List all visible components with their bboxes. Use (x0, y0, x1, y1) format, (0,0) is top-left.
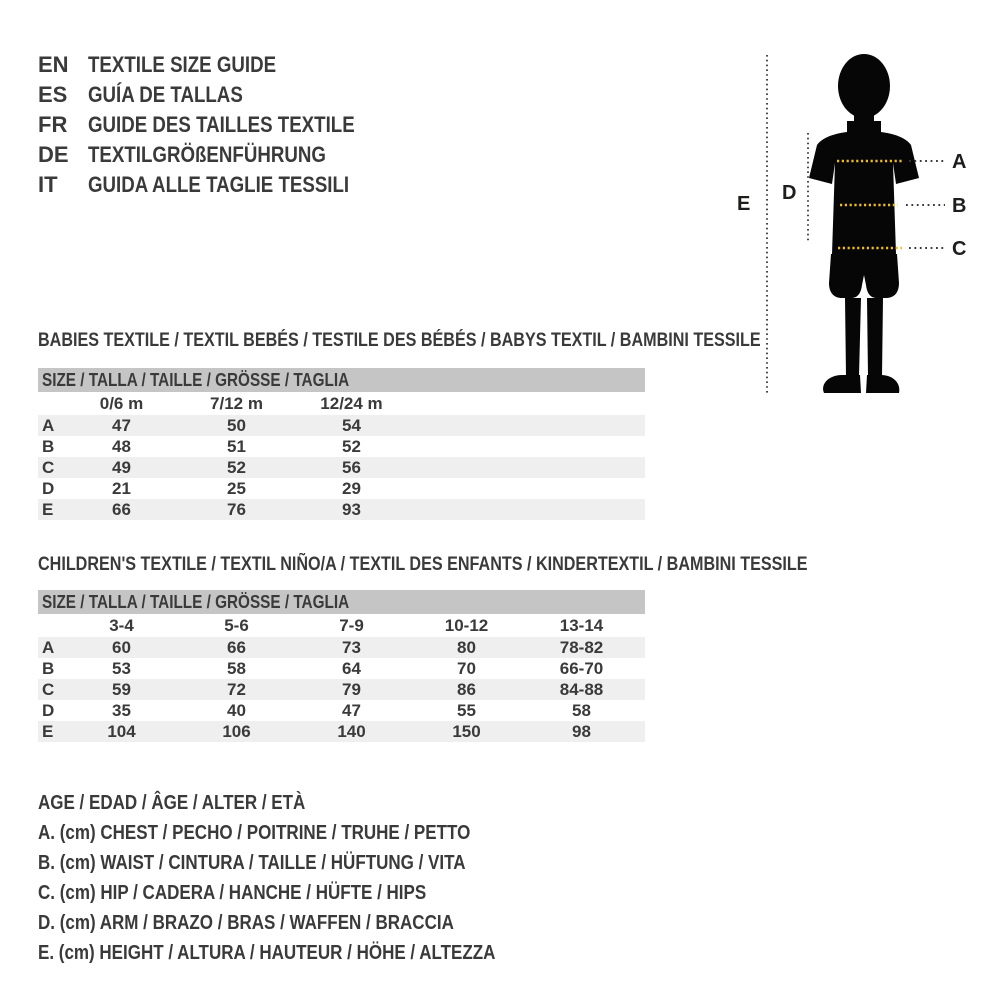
children-size-table (38, 590, 645, 742)
table-row (38, 658, 645, 679)
size-value-cell: 140 (337, 722, 366, 741)
size-value-cell: 35 (112, 701, 131, 720)
size-value-cell: 66 (112, 500, 131, 519)
size-value-cell: 64 (342, 659, 361, 678)
table-row (38, 721, 645, 742)
size-value-cell: 58 (572, 701, 591, 720)
language-row (38, 140, 402, 170)
language-code: FR (38, 112, 68, 137)
language-code: DE (38, 142, 69, 167)
size-value-cell: 66 (227, 638, 246, 657)
legend-text: A. (cm) CHEST / PECHO / POITRINE / TRUHE / PETTO (38, 822, 471, 844)
size-value-cell: 86 (457, 680, 476, 699)
table-row (38, 478, 645, 499)
size-value-cell: 21 (112, 479, 131, 498)
size-value-cell: 25 (227, 479, 246, 498)
size-value-cell: 52 (227, 458, 246, 477)
children-section-title (38, 554, 943, 576)
silhouette-left-shoe (823, 375, 861, 393)
size-header-bar (38, 368, 645, 392)
table-body (38, 415, 645, 520)
column-header-row (38, 614, 645, 637)
column-header: 3-4 (109, 616, 134, 635)
figure-label-A: A (952, 151, 967, 173)
column-header: 0/6 m (99, 394, 144, 413)
legend-text: C. (cm) HIP / CADERA / HANCHE / HÜFTE / HIPS (38, 882, 427, 904)
legend-text: B. (cm) WAIST / CINTURA / TAILLE / HÜFTUNG / VITA (38, 852, 466, 874)
size-value-cell: 29 (342, 479, 361, 498)
guide-title: GUIDE DES TAILLES TEXTILE (88, 112, 355, 137)
table-row (38, 700, 645, 721)
size-value-cell: 73 (342, 638, 361, 657)
column-header-spacer (38, 614, 64, 637)
row-label: C (42, 680, 55, 699)
size-value-cell: 80 (457, 638, 476, 657)
language-row (38, 110, 402, 140)
row-label: D (42, 701, 55, 720)
legend-text: E. (cm) HEIGHT / ALTURA / HAUTEUR / HÖHE / ALTEZZA (38, 942, 496, 964)
size-value-cell: 104 (107, 722, 136, 741)
silhouette-right-shoe (866, 375, 899, 393)
size-value-cell: 98 (572, 722, 591, 741)
row-label: D (42, 479, 55, 498)
size-value-cell: 53 (112, 659, 131, 678)
babies-section-title-text: BABIES TEXTILE / TEXTIL BEBÉS / TESTILE DES BÉBÉS / BABYS TEXTIL / BAMBINI TESSILE (38, 330, 761, 351)
size-header-text: SIZE / TALLA / TAILLE / GRÖSSE / TAGLIA (42, 592, 350, 612)
legend-text: D. (cm) ARM / BRAZO / BRAS / WAFFEN / BRACCIA (38, 912, 454, 934)
table-row (38, 679, 645, 700)
figure-label-E: E (737, 193, 751, 215)
babies-section-title (38, 330, 888, 352)
figure-label-B: B (952, 195, 967, 217)
size-value-cell: 66-70 (559, 659, 604, 678)
size-value-cell: 59 (112, 680, 131, 699)
size-value-cell: 51 (227, 437, 246, 456)
size-value-cell: 84-88 (559, 680, 604, 699)
legend-line (38, 818, 576, 848)
size-value-cell: 47 (112, 416, 131, 435)
row-label: E (42, 722, 54, 741)
table-body (38, 637, 645, 742)
row-label: A (42, 416, 55, 435)
language-title-list (38, 50, 402, 200)
guide-title: GUÍA DE TALLAS (88, 82, 243, 107)
size-value-cell: 78-82 (559, 638, 604, 657)
measurement-legend (38, 788, 576, 968)
babies-size-table (38, 368, 645, 520)
column-header: 7/12 m (210, 394, 263, 413)
legend-line (38, 908, 576, 938)
figure-label-D: D (782, 182, 797, 204)
size-value-cell: 54 (342, 416, 361, 435)
language-code: IT (38, 172, 58, 197)
size-header-bar (38, 590, 645, 614)
language-row (38, 50, 402, 80)
figure-label-C: C (952, 238, 967, 260)
column-header-row (38, 392, 645, 415)
guide-title: GUIDA ALLE TAGLIE TESSILI (88, 172, 350, 197)
size-value-cell: 79 (342, 680, 361, 699)
size-value-cell: 50 (227, 416, 246, 435)
size-value-cell: 70 (457, 659, 476, 678)
size-value-cell: 72 (227, 680, 246, 699)
language-code: ES (38, 82, 68, 107)
size-value-cell: 93 (342, 500, 361, 519)
column-header: 7-9 (339, 616, 364, 635)
size-value-cell: 106 (222, 722, 251, 741)
size-value-cell: 48 (112, 437, 131, 456)
row-label: B (42, 659, 55, 678)
column-header: 10-12 (444, 616, 489, 635)
legend-line (38, 788, 576, 818)
size-value-cell: 150 (452, 722, 481, 741)
table-row (38, 415, 645, 436)
size-value-cell: 52 (342, 437, 361, 456)
language-code: EN (38, 52, 69, 77)
row-label: A (42, 638, 55, 657)
legend-line (38, 848, 576, 878)
guide-title: TEXTILGRÖßENFÜHRUNG (88, 142, 326, 167)
silhouette-shirt (809, 121, 919, 254)
size-value-cell: 60 (112, 638, 131, 657)
table-row (38, 457, 645, 478)
language-row (38, 80, 402, 110)
table-row (38, 499, 645, 520)
silhouette-shorts (829, 254, 899, 298)
table-row (38, 436, 645, 457)
column-header: 5-6 (224, 616, 249, 635)
children-section-title-text: CHILDREN'S TEXTILE / TEXTIL NIÑO/A / TEXTIL DES ENFANTS / KINDERTEXTIL / BAMBINI TESSILE (38, 554, 808, 575)
size-value-cell: 58 (227, 659, 246, 678)
size-value-cell: 56 (342, 458, 361, 477)
size-value-cell: 55 (457, 701, 476, 720)
legend-text: AGE / EDAD / ÂGE / ALTER / ETÀ (38, 792, 306, 814)
legend-line (38, 878, 576, 908)
row-label: C (42, 458, 55, 477)
size-value-cell: 40 (227, 701, 246, 720)
size-header-text: SIZE / TALLA / TAILLE / GRÖSSE / TAGLIA (42, 370, 350, 390)
size-value-cell: 49 (112, 458, 131, 477)
guide-title: TEXTILE SIZE GUIDE (88, 52, 277, 77)
column-header-spacer (38, 392, 64, 415)
language-row (38, 170, 402, 200)
column-header: 13-14 (559, 616, 604, 635)
column-header: 12/24 m (320, 394, 383, 413)
size-value-cell: 76 (227, 500, 246, 519)
row-label: B (42, 437, 55, 456)
size-value-cell: 47 (342, 701, 361, 720)
row-label: E (42, 500, 54, 519)
legend-line (38, 938, 576, 968)
table-row (38, 637, 645, 658)
